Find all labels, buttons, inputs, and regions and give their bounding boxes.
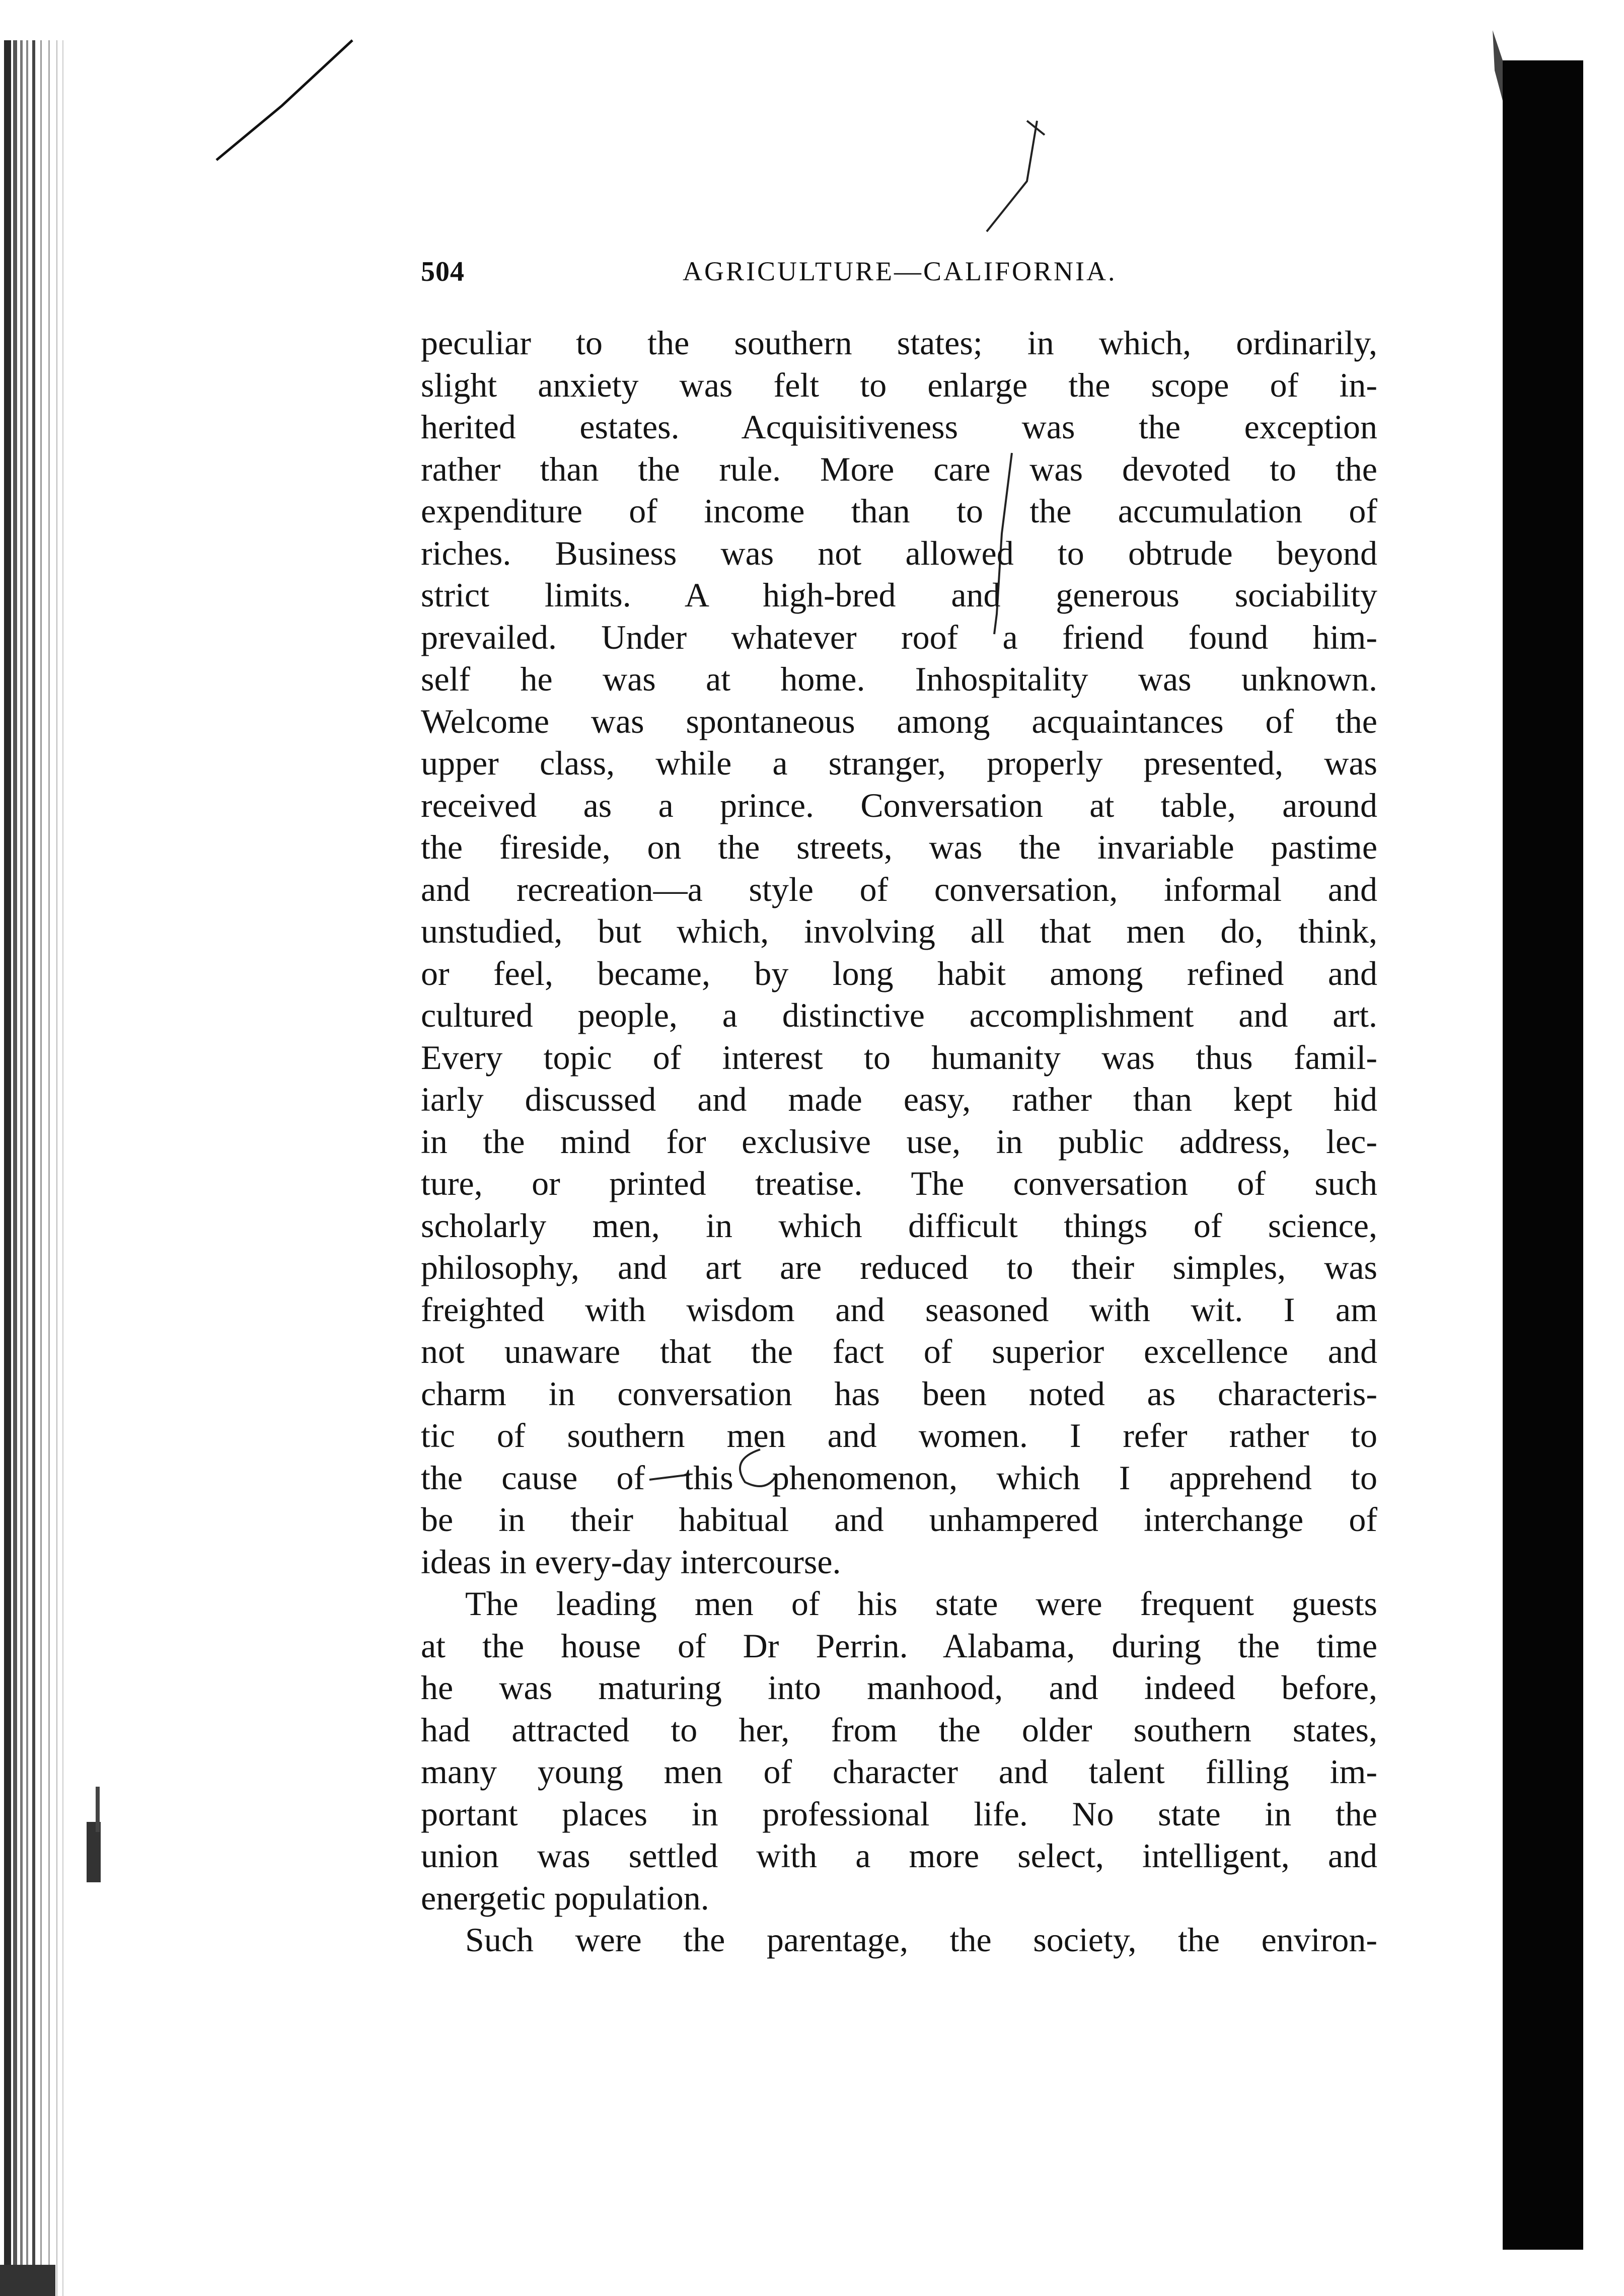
text-line: scholarly men, in which difficult things of science, (421, 1206, 1377, 1245)
text-line: or feel, became, by long habit among refined and (421, 954, 1377, 992)
text-line: charm in conversation has been noted as characteris- (421, 1374, 1377, 1413)
text-line: be in their habitual and unhampered interchange of (421, 1500, 1377, 1539)
text-line: upper class, while a stranger, properly presented, was (421, 744, 1377, 782)
paragraph-first-line: Such were the parentage, the society, the environ- (465, 1921, 1377, 1959)
text-line: Every topic of interest to humanity was thus famil- (421, 1038, 1377, 1077)
text-line: riches. Business was not allowed to obtrude beyond (421, 533, 1377, 572)
paragraph-last-line: ideas in every-day intercourse. (421, 1542, 841, 1581)
text-line: unstudied, but which, involving all that men do, think, (421, 912, 1377, 950)
text-line: received as a prince. Conversation at table, around (421, 786, 1377, 824)
text-line: iarly discussed and made easy, rather than kept hid (421, 1080, 1377, 1118)
text-line: the cause of this phenomenon, which I apprehend to (421, 1458, 1377, 1497)
text-line: ture, or printed treatise. The conversation of such (421, 1164, 1377, 1202)
text-line: cultured people, a distinctive accomplishment and art. (421, 996, 1377, 1034)
text-line: peculiar to the southern states; in which, ordinarily, (421, 324, 1377, 362)
text-line: not unaware that the fact of superior excellence and (421, 1332, 1377, 1370)
text-line: he was maturing into manhood, and indeed before, (421, 1668, 1377, 1707)
text-line: self he was at home. Inhospitality was unknown. (421, 660, 1377, 698)
text-line: slight anxiety was felt to enlarge the scope of in- (421, 365, 1377, 404)
text-line: strict limits. A high-bred and generous sociability (421, 576, 1377, 614)
text-line: tic of southern men and women. I refer rather to (421, 1416, 1377, 1455)
text-line: prevailed. Under whatever roof a friend found him- (421, 618, 1377, 656)
text-line: the fireside, on the streets, was the invariable pastime (421, 828, 1377, 866)
text-line: herited estates. Acquisitiveness was the exception (421, 408, 1377, 446)
text-line: portant places in professional life. No state in the (421, 1794, 1377, 1833)
binding-shadow (0, 40, 151, 2296)
text-line: at the house of Dr Perrin. Alabama, during the time (421, 1626, 1377, 1665)
text-line: expenditure of income than to the accumulation of (421, 492, 1377, 530)
text-line: many young men of character and talent filling im- (421, 1752, 1377, 1791)
running-head-title: AGRICULTURE—CALIFORNIA. (683, 256, 1117, 286)
text-line: philosophy, and art are reduced to their simples, was (421, 1248, 1377, 1286)
page-number: 504 (421, 256, 465, 287)
scan-border (1483, 0, 1624, 2296)
text-line: rather than the rule. More care was devoted to the (421, 449, 1377, 488)
paragraph-last-line: energetic population. (421, 1878, 709, 1917)
body-text (421, 322, 1377, 1961)
paragraph-first-line: The leading men of his state were frequent guests (465, 1584, 1377, 1623)
text-line: in the mind for exclusive use, in public address, lec- (421, 1122, 1377, 1161)
text-line: and recreation—a style of conversation, informal and (421, 870, 1377, 908)
text-line: freighted with wisdom and seasoned with wit. I am (421, 1290, 1377, 1329)
text-line: had attracted to her, from the older southern states, (421, 1710, 1377, 1749)
text-line: union was settled with a more select, intelligent, and (421, 1836, 1377, 1875)
running-head (421, 256, 1428, 301)
text-line: Welcome was spontaneous among acquaintances of the (421, 702, 1377, 740)
